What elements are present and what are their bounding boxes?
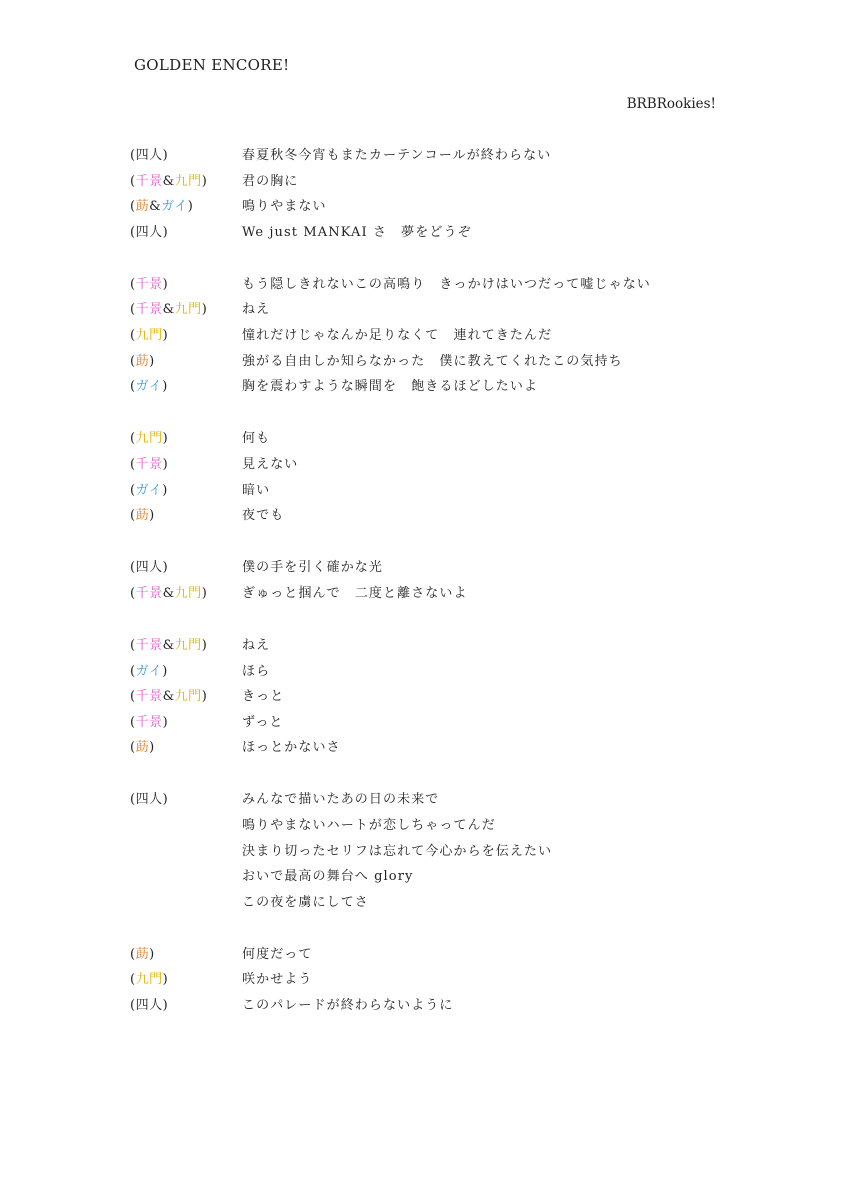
speaker-segment: ガイ (135, 663, 163, 679)
speaker-segment: ) (149, 740, 155, 756)
speaker-label (130, 220, 168, 246)
speaker-segment: ( (130, 508, 136, 524)
speaker-segment: ガイ (135, 379, 163, 395)
lyric-block (130, 633, 730, 761)
lyric-line (130, 374, 730, 400)
speaker-segment: ) (201, 585, 208, 601)
speaker-segment: 九門 (174, 173, 202, 189)
speaker-label (130, 942, 155, 968)
lyric-line (130, 555, 730, 581)
speaker-segment: ) (162, 972, 169, 988)
lyric-line (130, 864, 730, 890)
speaker-segment: 千景 (135, 689, 163, 705)
speaker-segment: & (149, 199, 162, 215)
speaker-segment: 九門 (135, 328, 163, 344)
speaker-segment: (四人) (130, 224, 169, 240)
speaker-label (130, 787, 168, 813)
lyric-text: 鳴りやまないハートが恋しちゃってんだ (242, 817, 496, 833)
lyric-text: おいで最高の舞台へ glory (242, 869, 414, 885)
lyric-text: ほっとかないさ (242, 740, 341, 756)
speaker-segment: (四人) (130, 148, 169, 163)
lyric-text: 強がる自由しか知らなかった 僕に教えてくれたこの気持ち (242, 353, 623, 369)
lyric-line (130, 684, 730, 710)
speaker-label (130, 967, 168, 993)
speaker-segment: ) (149, 946, 155, 962)
speaker-segment: ( (130, 946, 136, 962)
speaker-segment: 千景 (135, 585, 163, 601)
speaker-segment: ) (162, 663, 168, 679)
speaker-segment: 莇 (135, 740, 150, 756)
speaker-segment: ( (130, 714, 136, 730)
author-name: BRBRookies! (626, 96, 716, 112)
speaker-segment: ( (130, 456, 136, 472)
lyric-line (130, 942, 730, 968)
lyric-line (130, 169, 730, 195)
lyric-block (130, 555, 730, 606)
speaker-segment: 莇 (135, 353, 150, 369)
speaker-label (130, 349, 155, 375)
speaker-segment: ) (162, 276, 169, 292)
speaker-segment: 九門 (174, 585, 202, 601)
speaker-segment: ) (149, 353, 155, 369)
speaker-segment: & (162, 689, 175, 705)
lyric-text: 何度だって (242, 946, 313, 962)
lyric-text: このパレードが終わらないように (242, 998, 454, 1014)
lyric-text: 胸を震わすような瞬間を 飽きるほどしたいよ (242, 379, 539, 395)
lyric-line (130, 993, 730, 1019)
speaker-segment: ) (201, 173, 208, 189)
lyric-line (130, 503, 730, 529)
speaker-label (130, 659, 168, 685)
lyric-text: 咲かせよう (242, 972, 313, 988)
speaker-label (130, 323, 168, 349)
speaker-segment: 莇 (135, 199, 150, 215)
speaker-label (130, 735, 155, 761)
speaker-label (130, 581, 207, 607)
lyric-line (130, 323, 730, 349)
speaker-label (130, 272, 168, 298)
speaker-label (130, 503, 155, 529)
speaker-label (130, 194, 193, 220)
speaker-segment: ガイ (135, 482, 163, 498)
lyric-line (130, 452, 730, 478)
lyric-text: もう隠しきれないこの高鳴り きっかけはいつだって嘘じゃない (242, 276, 651, 292)
lyric-block (130, 787, 730, 915)
lyric-block (130, 426, 730, 528)
lyric-line (130, 890, 730, 916)
speaker-segment: ( (130, 379, 136, 395)
lyric-text: 夜でも (242, 508, 285, 524)
speaker-segment: ) (201, 302, 208, 318)
speaker-label (130, 684, 207, 710)
speaker-segment: ( (130, 972, 136, 988)
speaker-segment: 千景 (135, 302, 163, 318)
lyric-text: みんなで描いたあの日の未来で (242, 792, 440, 808)
speaker-segment: ) (162, 456, 169, 472)
lyric-text: 君の胸に (242, 173, 299, 189)
speaker-segment: 千景 (135, 637, 163, 653)
lyric-text: 憧れだけじゃなんか足りなくて 連れてきたんだ (242, 328, 553, 344)
speaker-segment: ( (130, 740, 136, 756)
speaker-segment: ( (130, 302, 136, 318)
speaker-segment: 九門 (135, 972, 163, 988)
lyric-text: 暗い (242, 482, 271, 498)
lyric-line (130, 967, 730, 993)
speaker-segment: ) (162, 328, 169, 344)
lyric-line (130, 735, 730, 761)
speaker-segment: 莇 (135, 946, 150, 962)
speaker-segment: ) (162, 431, 169, 447)
speaker-segment: & (162, 637, 175, 653)
speaker-segment: 千景 (135, 456, 163, 472)
lyric-text: We just MANKAI さ 夢をどうぞ (242, 224, 472, 240)
speaker-label (130, 452, 168, 478)
speaker-segment: ) (201, 637, 208, 653)
speaker-segment: ) (201, 689, 208, 705)
lyric-text: ねえ (242, 637, 271, 653)
lyric-text: 何も (242, 431, 271, 447)
speaker-segment: ( (130, 585, 136, 601)
lyric-text: 鳴りやまない (242, 199, 327, 215)
lyric-line (130, 349, 730, 375)
speaker-segment: ( (130, 276, 136, 292)
lyric-line (130, 839, 730, 865)
speaker-segment: (四人) (130, 792, 169, 808)
speaker-label (130, 633, 207, 659)
speaker-segment: ( (130, 199, 136, 215)
lyric-line (130, 426, 730, 452)
lyric-text: きっと (242, 689, 285, 705)
lyric-text: 決まり切ったセリフは忘れて今心からを伝えたい (242, 843, 553, 859)
speaker-segment: ガイ (161, 199, 188, 215)
speaker-label (130, 426, 168, 452)
speaker-segment: 九門 (135, 431, 163, 447)
speaker-segment: 九門 (174, 689, 202, 705)
lyric-line (130, 297, 730, 323)
speaker-segment: ( (130, 353, 136, 369)
speaker-segment: & (162, 585, 175, 601)
speaker-label (130, 297, 207, 323)
speaker-label (130, 478, 168, 504)
lyric-block (130, 272, 730, 400)
speaker-segment: (四人) (130, 560, 169, 576)
lyric-line (130, 220, 730, 246)
lyric-line (130, 581, 730, 607)
speaker-segment: ) (162, 714, 169, 730)
lyrics-container (130, 143, 730, 1045)
speaker-label (130, 555, 168, 581)
speaker-label (130, 710, 168, 736)
lyric-line (130, 143, 730, 169)
speaker-segment: 千景 (135, 173, 163, 189)
speaker-label (130, 374, 168, 400)
lyric-block (130, 143, 730, 245)
speaker-label (130, 993, 168, 1019)
lyric-line (130, 659, 730, 685)
lyric-text: 見えない (242, 456, 299, 472)
lyric-text: ほら (242, 663, 271, 679)
speaker-segment: 九門 (174, 637, 202, 653)
speaker-segment: & (162, 173, 175, 189)
lyric-line (130, 813, 730, 839)
speaker-segment: ( (130, 328, 136, 344)
speaker-segment: 九門 (174, 302, 202, 318)
lyric-text: 春夏秋冬今宵もまたカーテンコールが終わらない (242, 148, 552, 163)
lyric-line (130, 787, 730, 813)
lyric-text: ずっと (242, 714, 284, 730)
speaker-label (130, 143, 168, 169)
speaker-segment: ( (130, 431, 136, 447)
lyric-line (130, 478, 730, 504)
speaker-segment: (四人) (130, 998, 169, 1014)
lyric-line (130, 194, 730, 220)
lyric-text: 僕の手を引く確かな光 (242, 560, 384, 576)
speaker-label (130, 169, 207, 195)
speaker-segment: ( (130, 689, 136, 705)
speaker-segment: 莇 (135, 508, 150, 524)
speaker-segment: & (162, 302, 175, 318)
lyric-block (130, 942, 730, 1019)
speaker-segment: ) (187, 199, 194, 215)
speaker-segment: ) (149, 508, 155, 524)
lyric-text: この夜を虜にしてさ (242, 894, 369, 910)
speaker-segment: ( (130, 637, 136, 653)
lyric-line (130, 633, 730, 659)
speaker-segment: ( (130, 663, 136, 679)
lyric-line (130, 272, 730, 298)
speaker-segment: ( (130, 482, 136, 498)
lyric-line (130, 710, 730, 736)
lyric-text: ねえ (242, 302, 271, 318)
speaker-segment: 千景 (135, 714, 163, 730)
song-title: GOLDEN ENCORE! (134, 56, 290, 74)
speaker-segment: 千景 (135, 276, 163, 292)
speaker-segment: ( (130, 173, 136, 189)
speaker-segment: ) (162, 379, 168, 395)
speaker-segment: ) (162, 482, 168, 498)
lyric-text: ぎゅっと掴んで 二度と離さないよ (242, 585, 468, 601)
